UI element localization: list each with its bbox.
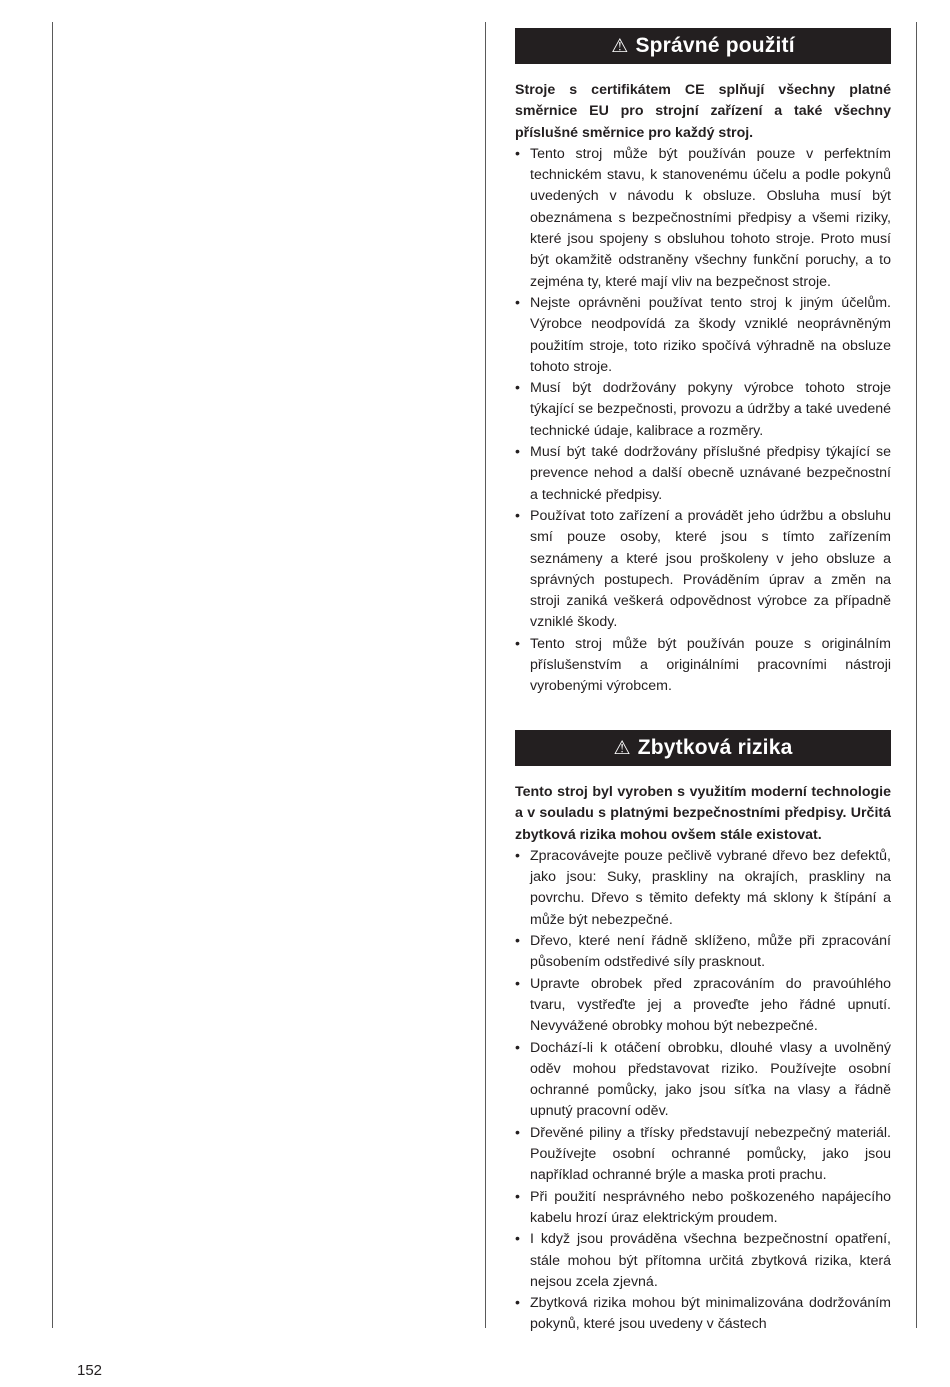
list-item: • Zbytková rizika mohou být minimalizována dodržováním pokynů, které jsou uvedeny v částech (515, 1295, 891, 1333)
list-item: • Tento stroj může být používán pouze s originálním příslušenstvím a originálními pracovními nástroji vyrobenými výrobcem. (515, 635, 891, 695)
page-number: 152 (77, 1362, 103, 1379)
bullet-list (515, 846, 891, 1336)
list-item: • Zpracovávejte pouze pečlivě vybrané dřevo bez defektů, jako jsou: Suky, praskliny na okrajích, praskliny na povrchu. Dřevo s těmito defekty má sklony k štípání a může být nebezpečné. (515, 847, 891, 928)
section-heading-text: Zbytková rizika (637, 736, 793, 759)
bullet-list (515, 144, 891, 698)
section-residual-risks (515, 730, 891, 766)
list-item: • Používat toto zařízení a provádět jeho údržbu a obsluhu smí pouze osoby, které jsou s tímto zařízením seznámeny a které jsou proškoleny v jeho obsluze a správných postupech. Prováděním úprav a změn na stroji zaniká veškerá odpovědnost výrobce za případně vzniklé škody. (515, 507, 891, 631)
section-residual-risks-body (515, 782, 891, 1336)
column-divider-rule (485, 22, 486, 1328)
list-item: • Musí být dodržovány pokyny výrobce tohoto stroje týkající se bezpečnosti, provozu a údržby a také uvedené technické údaje, kalibrace a rozměry. (515, 380, 891, 439)
section-heading-text: Správné použití (635, 34, 795, 57)
list-item: • Upravte obrobek před zpracováním do pravoúhlého tvaru, vystřeďte jej a proveďte jeho řádné upnutí. Nevyvážené obrobky mohou být nebezpečné. (515, 975, 891, 1035)
list-item: • Nejste oprávněni používat tento stroj k jiným účelům. Výrobce neodpovídá za škody vzniklé neoprávněným použitím stroje, toto riziko spočívá výhradně na obsluze tohoto stroje. (515, 294, 891, 375)
section-heading (515, 28, 891, 64)
section-intro: Stroje s certifikátem CE splňují všechny platné směrnice EU pro strojní zařízení a také všechny příslušné směrnice pro každý stroj. (515, 82, 891, 141)
section-correct-use-body (515, 80, 891, 698)
list-item: • Při použití nesprávného nebo poškozeného napájecího kabelu hrozí úraz elektrickým proudem. (515, 1188, 891, 1226)
section-heading (515, 730, 891, 766)
list-item: • Tento stroj může být používán pouze v perfektním technickém stavu, k stanovenému účelu a podle pokynů uvedených v návodu k obsluze. Obsluha musí být obeznámena s bezpečnostními předpisy a všemi riziky, které jsou spojeny s obsluhou tohoto stroje. Proto musí být okamžitě odstraněny všechny funkční poruchy, a to zejména ty, které mají vliv na bezpečnost stroje. (515, 145, 891, 290)
right-margin-rule (916, 22, 917, 1328)
list-item: • Dřevěné piliny a třísky představují nebezpečný materiál. Používejte osobní ochranné pomůcky, jako jsou například ochranné brýle a maska proti prachu. (515, 1124, 891, 1184)
warning-icon: ⚠ (611, 35, 629, 57)
warning-icon: ⚠ (613, 737, 631, 759)
section-intro: Tento stroj byl vyroben s využitím moderní technologie a v souladu s platnými bezpečnostními předpisy. Určitá zbytková rizika mohou ovšem stále existovat. (515, 784, 891, 843)
left-margin-rule (52, 22, 53, 1328)
list-item: • Musí být také dodržovány příslušné předpisy týkající se prevence nehod a další obecně uznávané bezpečnostní a technické předpisy. (515, 444, 891, 503)
list-item: • I když jsou prováděna všechna bezpečnostní opatření, stále mohou být přítomna určitá zbytková rizika, která nejsou zcela zjevná. (515, 1231, 891, 1290)
section-correct-use (515, 28, 891, 64)
list-item: • Dřevo, které není řádně sklíženo, může při zpracování působením odstředivé síly prasknout. (515, 933, 891, 971)
list-item: • Dochází-li k otáčení obrobku, dlouhé vlasy a uvolněný oděv mohou představovat riziko. Používejte osobní ochranné pomůcky, jako jsou síťka na vlasy a řádně upnutý pracovní oděv. (515, 1039, 891, 1120)
